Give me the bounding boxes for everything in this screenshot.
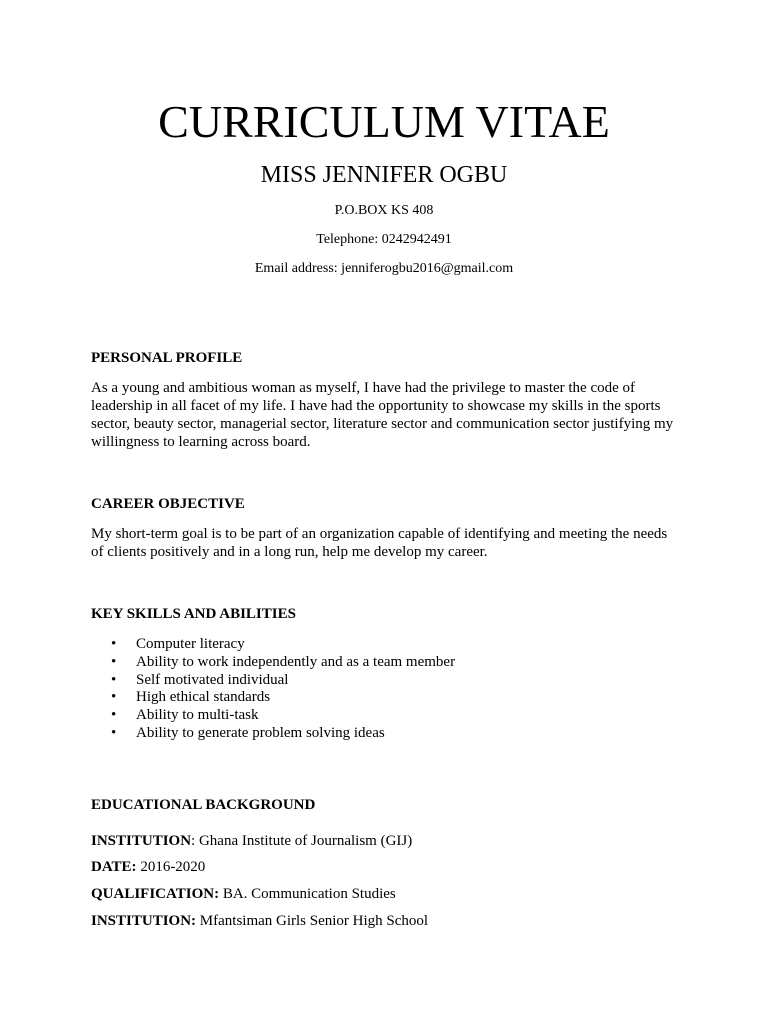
bullet-icon: • [111,671,117,688]
contact-telephone: Telephone: 0242942491 [316,232,452,247]
list-item [91,636,455,654]
list-item [91,672,455,690]
bullet-icon: • [111,724,117,741]
list-item [91,707,455,725]
entry-value: BA. Communication Studies [219,886,396,902]
skill-label: Ability to multi-task [136,707,259,724]
contact-email: Email address: jenniferogbu2016@gmail.com [254,261,514,276]
entry-value: Mfantsiman Girls Senior High School [196,913,429,929]
entry-separator: : [191,833,196,849]
skill-label: Ability to work independently and as a team member [136,653,456,670]
career-objective-heading: CAREER OBJECTIVE [91,496,245,512]
bullet-icon: • [111,636,117,652]
objective-line: My short-term goal is to be part of an organization capable of identifying and meeting the needs [91,526,668,542]
entry-value: Ghana Institute of Journalism (GIJ) [195,833,413,849]
education-entry [91,832,412,850]
entry-label: INSTITUTION [91,833,192,849]
document-title: CURRICULUM VITAE [158,96,610,147]
objective-line: of clients positively and in a long run, help me develop my career. [91,544,488,560]
profile-line: willingness to learning across board. [91,434,311,450]
skill-label: Computer literacy [136,636,245,652]
entry-label: DATE: [91,859,137,875]
entry-label: QUALIFICATION: [91,886,220,902]
entry-value: 2016-2020 [136,859,206,875]
list-item [91,689,455,707]
list-item [91,725,455,743]
profile-line: As a young and ambitious woman as myself, I have had the privilege to master the code of [91,380,636,396]
contact-pobox: P.O.BOX KS 408 [334,203,434,218]
bullet-icon: • [111,707,117,724]
list-item [91,654,455,672]
education-entry [91,912,428,930]
education-heading: EDUCATIONAL BACKGROUND [91,797,316,813]
profile-line: leadership in all facet of my life. I have had the opportunity to showcase my skills in the sports [91,398,661,414]
bullet-icon: • [111,689,117,706]
bullet-icon: • [111,653,117,670]
skill-label: High ethical standards [136,689,271,706]
candidate-name: MISS JENNIFER OGBU [260,162,508,188]
skill-label: Self motivated individual [136,671,289,688]
personal-profile-heading: PERSONAL PROFILE [91,350,243,366]
personal-profile-text [91,379,683,451]
skill-label: Ability to generate problem solving ideas [136,724,385,741]
career-objective-text [91,525,683,561]
education-entry [91,858,205,876]
education-entry [91,885,396,903]
skills-list [91,636,455,743]
profile-line: sector, beauty sector, managerial sector, literature sector and communication sector justifying my [91,416,674,432]
skills-heading: KEY SKILLS AND ABILITIES [91,606,296,622]
entry-label: INSTITUTION: [91,913,197,929]
